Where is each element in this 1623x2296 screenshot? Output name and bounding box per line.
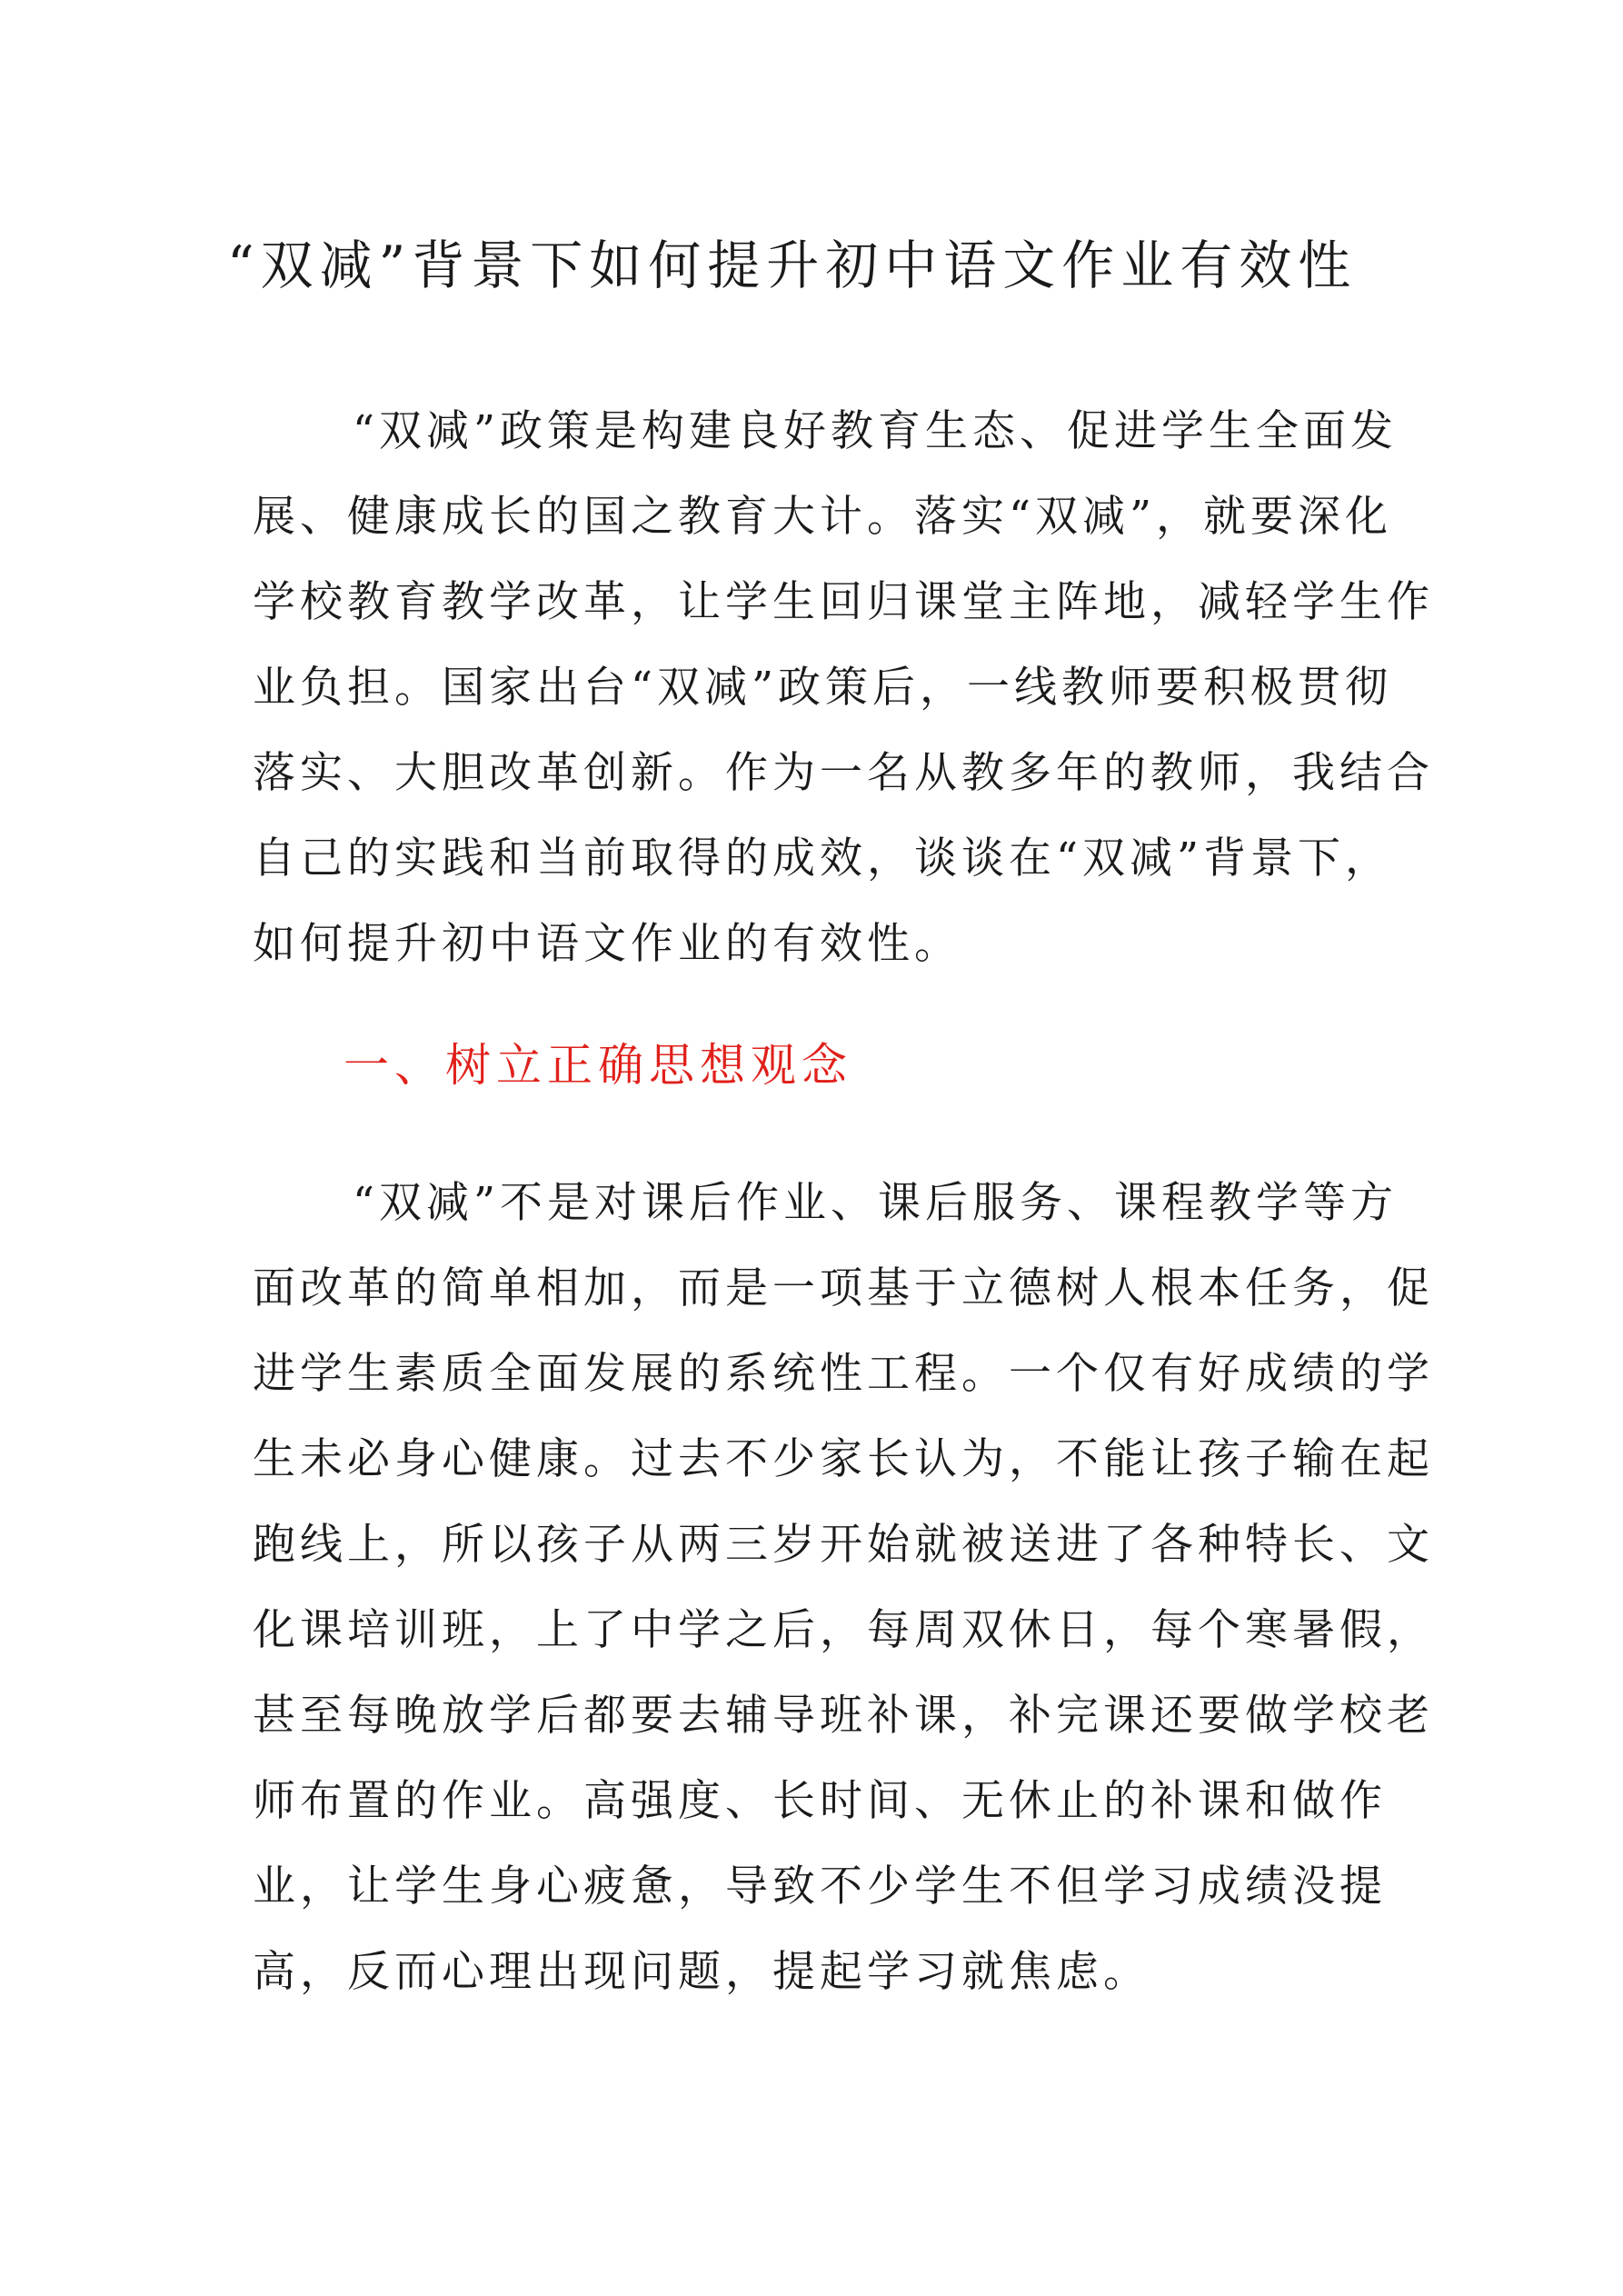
paragraph-line: 生未必身心健康。过去不少家长认为，不能让孩子输在起 [253, 1434, 1434, 1484]
paragraph-line: 学校教育教学改革，让学生回归课堂主阵地，减轻学生作 [253, 577, 1434, 627]
paragraph-line: 师布置的作业。高强度、长时间、无休止的补课和做作 [253, 1776, 1387, 1826]
paragraph-line: 高，反而心理出现问题，提起学习就焦虑。 [253, 1947, 1150, 1997]
paragraph-line: 如何提升初中语文作业的有效性。 [253, 919, 961, 969]
paragraph-line: 展、健康成长的国之教育大计。落实“双减”，就要深化 [253, 492, 1393, 542]
paragraph-line: 甚至每晚放学后都要去辅导班补课，补完课还要做学校老 [253, 1691, 1434, 1741]
paragraph-line: 面改革的简单相加，而是一项基于立德树人根本任务，促 [253, 1263, 1434, 1313]
paragraph-line: 进学生素质全面发展的系统性工程。一个仅有好成绩的学 [253, 1349, 1434, 1399]
body-paragraph [253, 1161, 1434, 2015]
paragraph-line: “双减”不是对课后作业、课后服务、课程教学等方 [353, 1178, 1399, 1228]
section-heading: 一、树立正确思想观念 [344, 1039, 852, 1092]
paragraph-line: 落实、大胆改革创新。作为一名从教多年的教师，我结合 [253, 748, 1434, 798]
document-title: “双减”背景下如何提升初中语文作业有效性 [227, 235, 1358, 296]
paragraph-line: 化课培训班，上了中学之后，每周双休日，每个寒暑假， [253, 1605, 1434, 1655]
paragraph-line: “双减”政策是构建良好教育生态、促进学生全面发 [353, 406, 1399, 456]
paragraph-line: 业，让学生身心疲惫，导致不少学生不但学习成绩没提 [253, 1862, 1387, 1912]
intro-paragraph [253, 389, 1434, 987]
paragraph-line: 自己的实践和当前取得的成效，谈谈在“双减”背景下， [253, 834, 1393, 883]
paragraph-line: 业负担。国家出台“双减”政策后，一线教师要积极贯彻 [253, 663, 1393, 713]
paragraph-line: 跑线上，所以孩子从两三岁开始就被送进了各种特长、文 [253, 1520, 1434, 1570]
